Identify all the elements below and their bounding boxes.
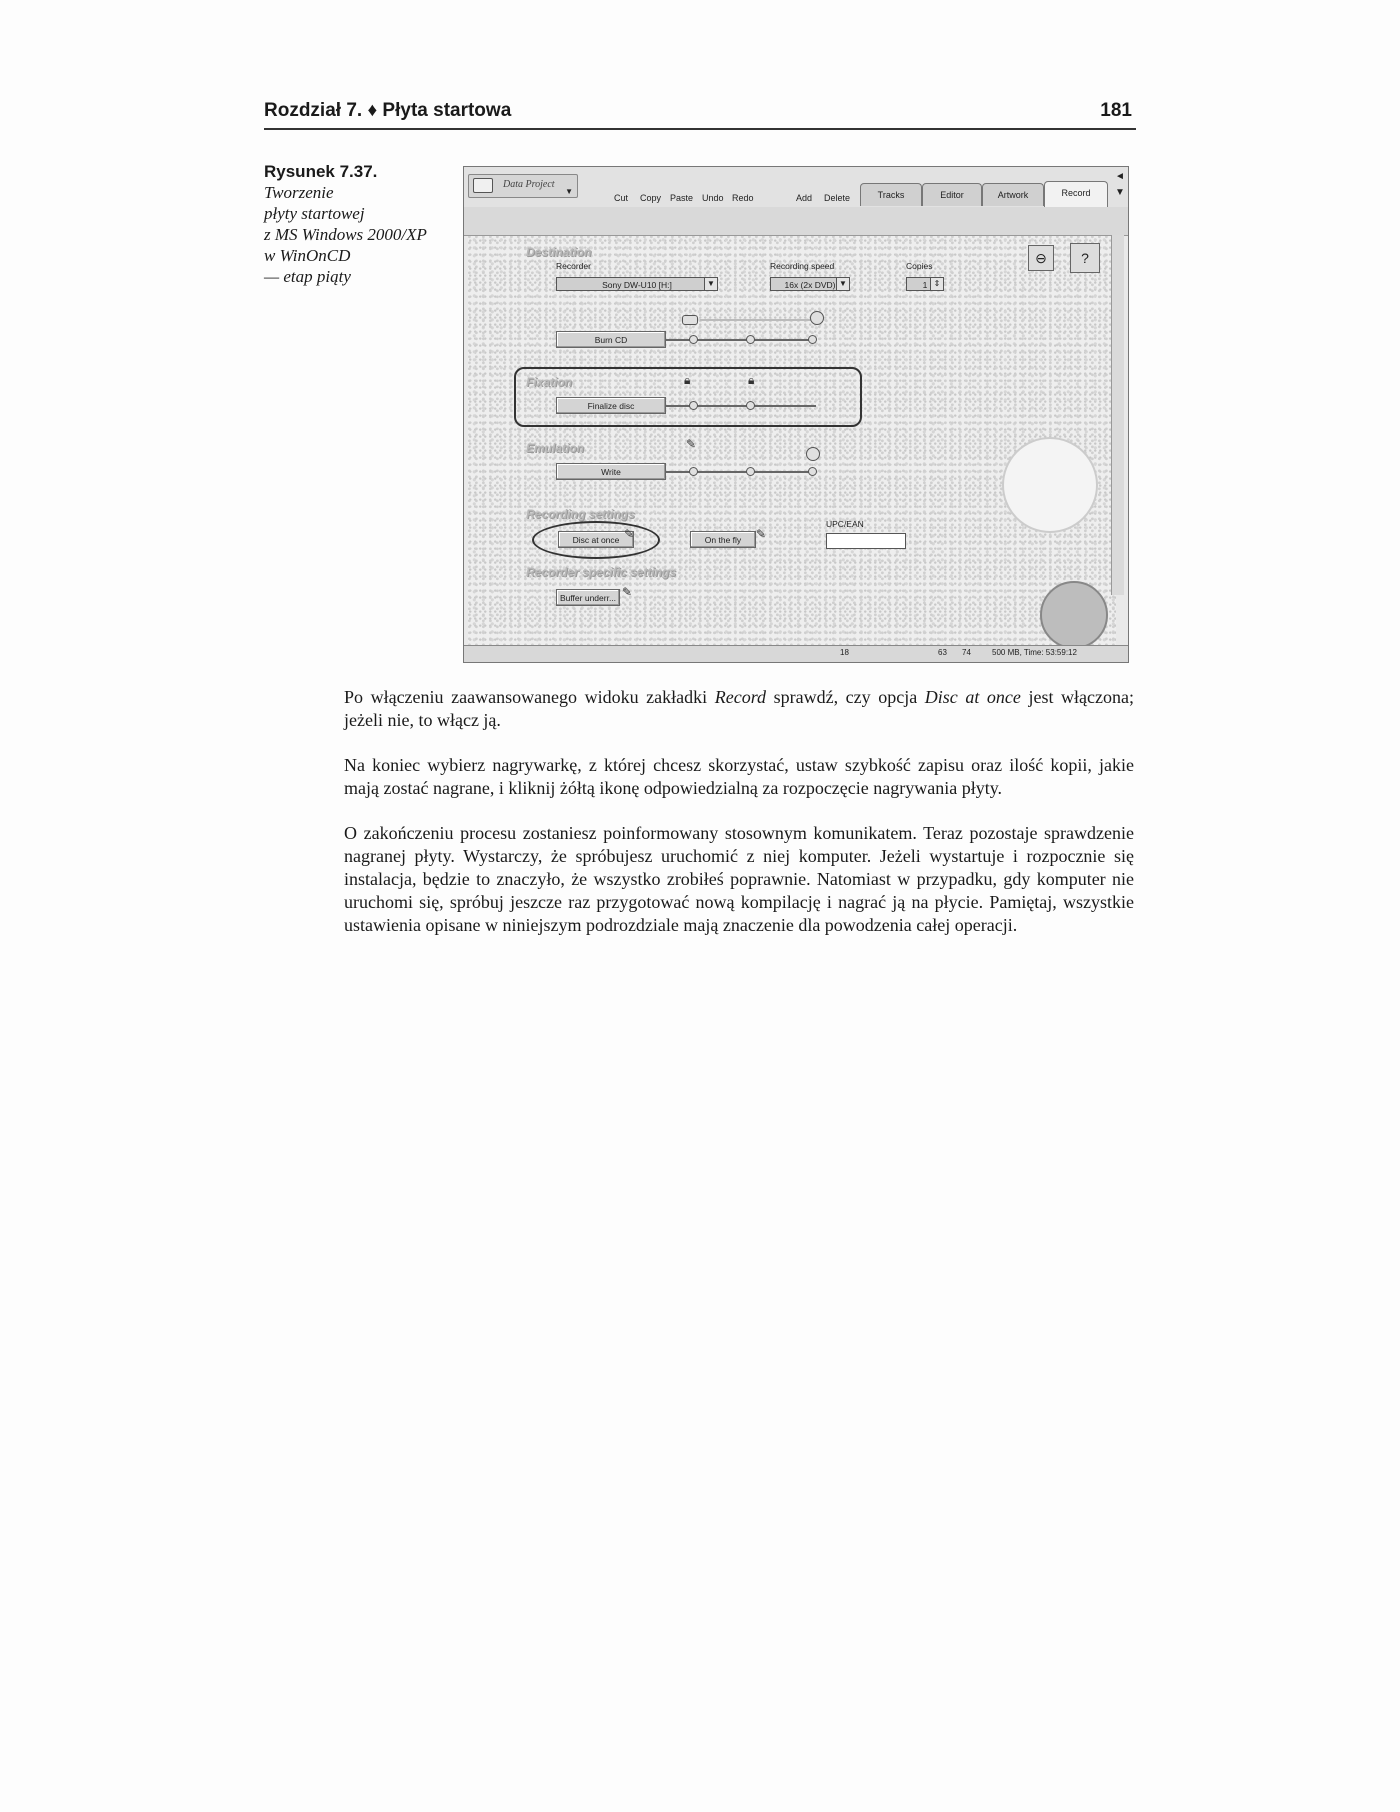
record-flame-icon[interactable] — [1040, 581, 1108, 649]
speed-select[interactable] — [770, 277, 850, 291]
project-selector[interactable] — [468, 174, 578, 198]
chapter-title: Rozdział 7. ♦ Płyta startowa — [264, 100, 512, 121]
page-header — [264, 98, 1136, 130]
tab-artwork[interactable]: Artwork — [982, 183, 1044, 206]
status-n3: 74 — [962, 648, 971, 657]
add-button[interactable]: Add — [796, 193, 813, 203]
copies-value: 1 — [922, 280, 928, 290]
eject-icon[interactable]: ⊖ — [1028, 245, 1054, 271]
body-text — [344, 686, 1134, 937]
copy-button[interactable]: Copy — [640, 193, 662, 203]
write-slider-knob[interactable] — [689, 467, 698, 476]
text-run: O zakończeniu procesu zostaniesz poinformowany stosownym komunikatem. Teraz pozostaje sprawdzenie nagranej płyty. Wystarczy, że spróbujesz uruchomić z niej komputer. Jeżeli wystartuje i rozpocznie się instalacja, będzie to znaczyło, że wszystko zrobiłeś poprawnie. Natomiast w przypadku, gdy komputer nie uruchomi się, spróbuj jeszcze raz przygotować nową kompilację i nagrać ją na płycie. Pamiętaj, wszystkie ustawienia opisane w niniejszym podrozdziale mają znaczenie dla powodzenia całej operacji. — [344, 823, 1134, 935]
paragraph — [344, 754, 1134, 800]
section-recorder-specific: Recorder specific settings — [526, 565, 677, 579]
lock-icon: 🔒︎ — [684, 373, 691, 387]
buffer-underrun-button[interactable]: Buffer underr... — [556, 589, 620, 606]
section-recording-settings: Recording settings — [526, 507, 635, 521]
section-emulation: Emulation — [526, 441, 585, 455]
slider-track — [700, 319, 812, 321]
pen-icon: ✎ — [622, 585, 633, 599]
help-icon[interactable]: ? — [1070, 243, 1100, 273]
tab-tracks[interactable]: Tracks — [860, 183, 922, 206]
pen-icon: ✎ — [624, 527, 635, 541]
lock-icon: 🔒︎ — [748, 373, 755, 387]
undo-button[interactable]: Undo — [702, 193, 724, 203]
stepper-arrows-icon: ⇕ — [930, 278, 943, 290]
chevron-down-icon: ▼ — [836, 278, 849, 290]
pen-icon: ✎ — [686, 437, 697, 451]
pen-icon: ✎ — [756, 527, 767, 541]
chevron-down-icon: ▼ — [565, 187, 573, 196]
figure-caption-text: Tworzenie płyty startowej z MS Windows 2000/XP w WinOnCD — etap piąty — [264, 183, 427, 286]
page-number: 181 — [1100, 100, 1132, 121]
recorder-value: Sony DW-U10 [H:] — [602, 280, 672, 290]
burn-slider-knob[interactable] — [689, 335, 698, 344]
upc-input[interactable] — [826, 533, 906, 549]
text-run: sprawdź, czy opcja — [766, 687, 925, 707]
emphasis-text: Disc at once — [924, 687, 1021, 707]
finalize-slider-knob[interactable] — [746, 401, 755, 410]
burn-slider-knob[interactable] — [808, 335, 817, 344]
project-label: Data Project — [503, 179, 555, 190]
winoncd-screenshot — [463, 166, 1129, 663]
on-the-fly-button[interactable]: On the fly — [690, 531, 756, 548]
redo-button[interactable]: Redo — [732, 193, 754, 203]
status-info: 500 MB, Time: 53:59:12 — [992, 648, 1077, 657]
paste-button[interactable]: Paste — [670, 193, 694, 203]
copies-stepper[interactable] — [906, 277, 944, 291]
cut-button[interactable]: Cut — [614, 193, 629, 203]
burn-icon — [806, 447, 820, 461]
section-fixation: Fixation — [526, 375, 573, 389]
disc-icon — [682, 315, 698, 325]
recorder-label: Recorder — [556, 261, 591, 271]
app-toolbar — [464, 167, 1128, 208]
project-icon — [473, 178, 493, 193]
paragraph — [344, 686, 1134, 732]
paragraph — [344, 822, 1134, 937]
tab-record[interactable]: Record — [1044, 181, 1108, 208]
tab-editor[interactable]: Editor — [922, 183, 982, 206]
figure-caption — [264, 161, 454, 287]
speed-value: 16x (2x DVD) — [784, 280, 836, 290]
write-slider-knob[interactable] — [746, 467, 755, 476]
record-strip — [464, 207, 1128, 236]
recorder-select[interactable] — [556, 277, 718, 291]
status-n1: 18 — [840, 648, 849, 657]
disc-at-once-button[interactable]: Disc at once — [558, 531, 634, 548]
vertical-scrollbar[interactable] — [1111, 235, 1124, 595]
scroll-down-icon[interactable]: ▼ — [1115, 187, 1125, 198]
write-button[interactable]: Write — [556, 463, 666, 480]
burn-slider-knob[interactable] — [746, 335, 755, 344]
disc-watermark-icon — [1002, 437, 1098, 533]
burn-cd-button[interactable]: Burn CD — [556, 331, 666, 348]
delete-button[interactable]: Delete — [824, 193, 851, 203]
upc-label: UPC/EAN — [826, 519, 864, 529]
scroll-left-icon[interactable]: ◄ — [1115, 171, 1125, 182]
burn-icon[interactable] — [810, 311, 824, 325]
copies-label: Copies — [906, 261, 933, 271]
finalize-slider-knob[interactable] — [689, 401, 698, 410]
text-run: jest włączona; jeżeli nie, to włącz ją. — [344, 687, 1134, 730]
section-destination: Destination — [526, 245, 592, 259]
finalize-disc-button[interactable]: Finalize disc — [556, 397, 666, 414]
figure-number: Rysunek 7.37. — [264, 162, 378, 181]
text-run: Po włączeniu zaawansowanego widoku zakładki — [344, 687, 715, 707]
speed-label: Recording speed — [770, 261, 835, 271]
status-bar — [464, 645, 1128, 662]
emphasis-text: Record — [714, 687, 767, 707]
chevron-down-icon: ▼ — [704, 278, 717, 290]
write-slider-knob[interactable] — [808, 467, 817, 476]
status-n2: 63 — [938, 648, 947, 657]
text-run: Na koniec wybierz nagrywarkę, z której chcesz skorzystać, ustaw szybkość zapisu oraz ilość kopii, jakie mają zostać nagrane, i kliknij żółtą ikonę odpowiedzialną za rozpoczęcie nagrywania płyty. — [344, 755, 1134, 798]
